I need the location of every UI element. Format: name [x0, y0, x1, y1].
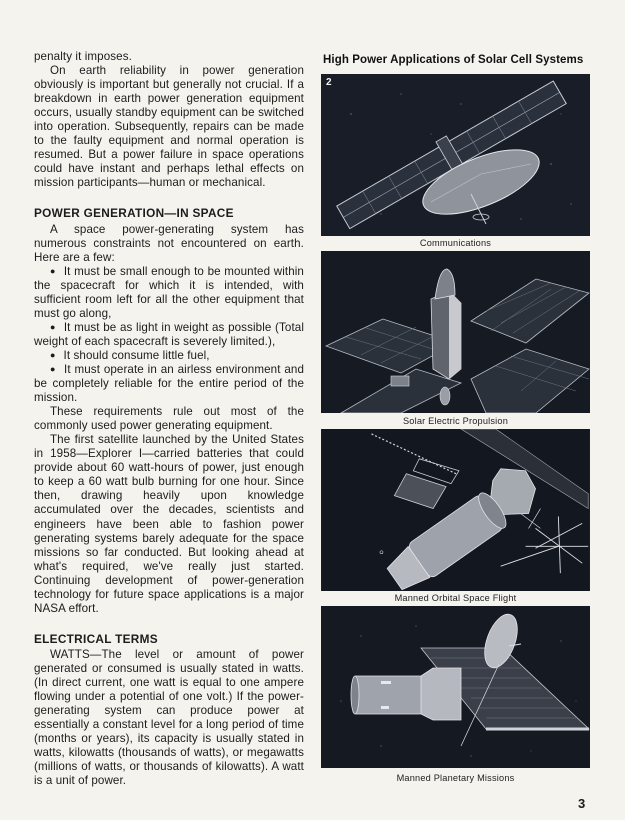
solar-electric-propulsion-illustration	[321, 251, 590, 413]
manned-orbital-space-flight-illustration	[321, 429, 590, 591]
watts-paragraph: WATTS—The level or amount of power generated or consumed is usually stated in watts. (In direct current, one watt is equal to one ampere flowing under a potential of one volt.) If the power-generating system can produce power at essentially a constant level for a long period of time (months or years), its capacity is usually stated in watts, kilowatts (thousands of watts), or megawatts (millions of watts, or thousands of kilowatts). A watt is a unit of power.	[34, 647, 304, 788]
caption-manned-planetary-missions: Manned Planetary Missions	[396, 773, 515, 783]
figure-panel-solar-electric-propulsion	[321, 251, 590, 413]
bullet-item: ● It must be as light in weight as possible (Total weight of each spacecraft is severely limited.),	[34, 321, 304, 349]
communications-satellite-illustration	[321, 74, 590, 236]
caption-manned-orbital-space-flight: Manned Orbital Space Flight	[394, 593, 517, 603]
figure-title: High Power Applications of Solar Cell Systems	[323, 54, 584, 66]
bullet-item: ● It must be small enough to be mounted within the spacecraft for which it is intended, with sufficient room left for all the other equipment that must go along,	[34, 265, 304, 321]
figure-panel-manned-orbital-space-flight	[321, 429, 590, 591]
bullet-icon	[50, 363, 64, 376]
body-text-column	[34, 50, 304, 788]
caption-solar-electric-propulsion: Solar Electric Propulsion	[402, 416, 509, 426]
continuation-text: penalty it imposes.	[34, 50, 132, 63]
figure-number: 2	[326, 77, 332, 88]
figure-panel-manned-planetary-missions	[321, 606, 590, 768]
constraints-intro-paragraph: A space power-generating system has numerous constraints not encountered on earth. Here are a few:	[34, 222, 304, 264]
reliability-paragraph: On earth reliability in power generation obviously is important but generally not crucial. If a breakdown in earth power generation equipment occurs, usually standby equipment can be switched into operation. Subsequently, repairs can be made to the faulty equipment and normal operation is resumed. But a power failure in space operations could have instant and perhaps lethal effects on mission participants—human or mechanical.	[34, 64, 304, 190]
section-heading-power-generation-space: POWER GENERATION—IN SPACE	[34, 206, 234, 221]
bullet-icon	[50, 265, 64, 278]
bullet-item: ● It should consume little fuel,	[34, 349, 304, 363]
bullet-item: ● It must operate in an airless environment and be completely reliable for the entire period of the mission.	[34, 363, 304, 405]
caption-communications: Communications	[419, 238, 492, 248]
bullet-icon	[50, 349, 64, 362]
section-heading-electrical-terms: ELECTRICAL TERMS	[34, 631, 158, 646]
explorer-paragraph: The first satellite launched by the United States in 1958—Explorer I—carried batteries that could provide about 60 watt-hours of power, just enough to keep a 60 watt bulb burning for one hour. Since then, drawing heavily upon knowledge accumulated over the decades, scientists and engineers have been able to fashion power generating systems barely adequate for the space missions so far conducted. But looking ahead at what's required, we've really just started. Continuing development of power-generation technology for future space applications is a major NASA effort.	[34, 433, 304, 615]
bullet-icon	[50, 321, 64, 334]
figure-panel-communications	[321, 74, 590, 236]
manned-planetary-missions-illustration	[321, 606, 590, 768]
requirements-paragraph: These requirements rule out most of the commonly used power generating equipment.	[34, 405, 304, 433]
page-number: 3	[578, 796, 586, 811]
